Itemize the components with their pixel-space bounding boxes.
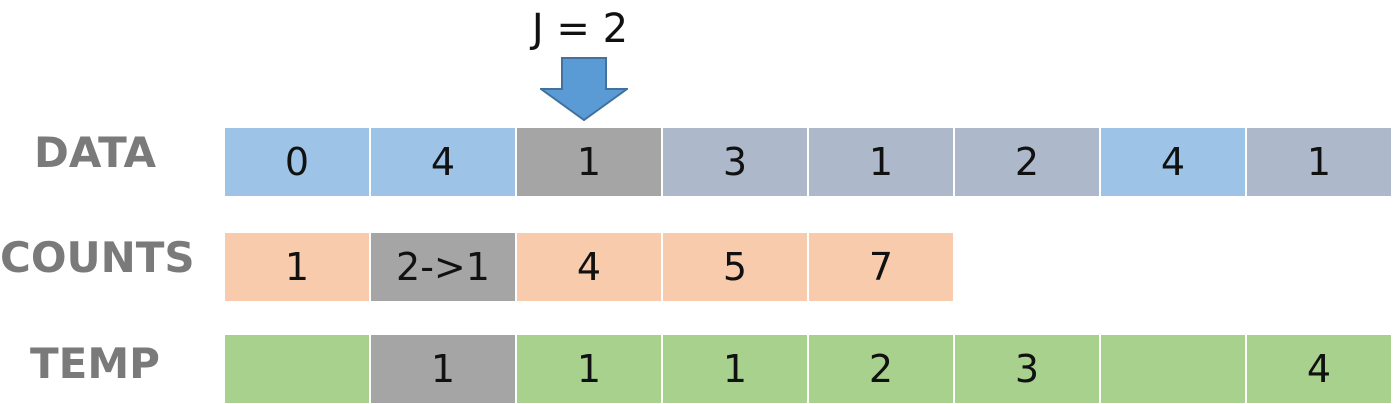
temp-cell — [225, 335, 369, 403]
counts-row-label: COUNTS — [0, 233, 195, 282]
data-cell: 1 — [1247, 128, 1391, 196]
data-cell: 1 — [809, 128, 953, 196]
data-cell: 3 — [663, 128, 807, 196]
down-arrow-shape — [541, 58, 627, 120]
data-row-label: DATA — [33, 128, 156, 177]
data-cell: 4 — [1101, 128, 1245, 196]
counts-row — [225, 233, 953, 301]
counts-cell: 1 — [225, 233, 369, 301]
temp-cell: 4 — [1247, 335, 1391, 403]
temp-cell: 1 — [371, 335, 515, 403]
temp-row-label: TEMP — [30, 339, 160, 388]
counts-cell: 4 — [517, 233, 661, 301]
temp-cell: 1 — [517, 335, 661, 403]
data-cell: 4 — [371, 128, 515, 196]
counts-cell: 5 — [663, 233, 807, 301]
data-cell: 2 — [955, 128, 1099, 196]
data-cell: 0 — [225, 128, 369, 196]
counts-cell: 7 — [809, 233, 953, 301]
temp-row — [225, 335, 1391, 403]
temp-cell — [1101, 335, 1245, 403]
temp-cell: 3 — [955, 335, 1099, 403]
data-row — [225, 128, 1391, 196]
pointer-label: J = 2 — [531, 6, 629, 52]
down-arrow-icon — [540, 57, 628, 121]
temp-cell: 2 — [809, 335, 953, 403]
temp-cell: 1 — [663, 335, 807, 403]
data-cell: 1 — [517, 128, 661, 196]
counts-cell: 2->1 — [371, 233, 515, 301]
